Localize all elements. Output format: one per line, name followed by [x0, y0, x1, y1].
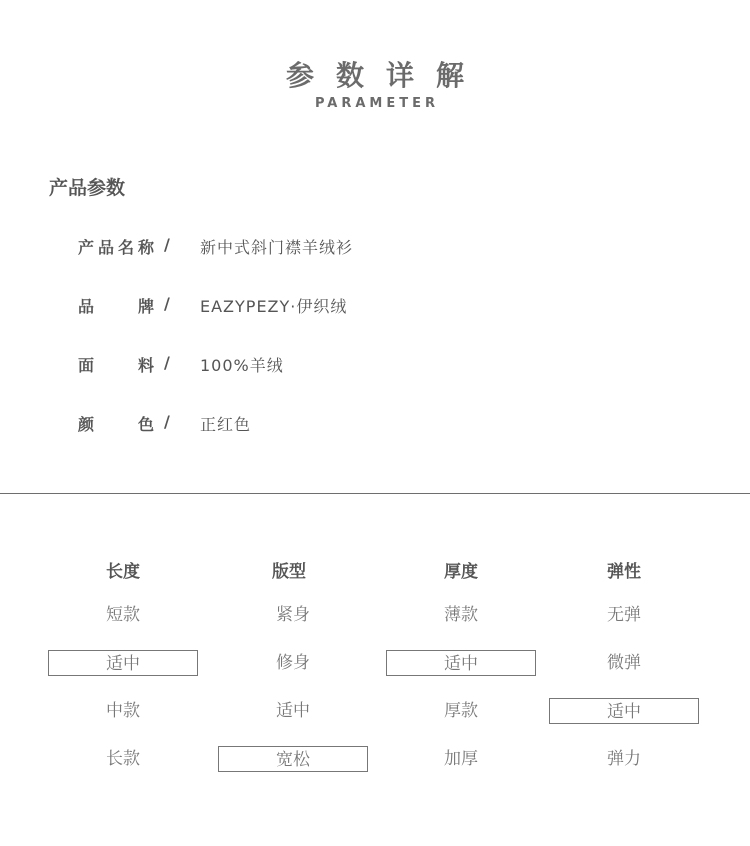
attr-option: 厚款	[444, 701, 478, 721]
attr-header-elasticity: 弹性	[607, 562, 641, 582]
attr-header-thickness: 厚度	[444, 562, 478, 582]
attr-option: 无弹	[607, 605, 641, 625]
param-separator: /	[164, 235, 170, 254]
attr-option-selected: 适中	[549, 698, 699, 724]
page-title: 参数详解	[285, 59, 486, 92]
param-label: 产品名称	[78, 238, 154, 257]
attr-option-selected: 宽松	[218, 746, 368, 772]
attr-option: 薄款	[444, 605, 478, 625]
attr-header-fit: 版型	[272, 562, 306, 582]
attr-option: 微弹	[607, 653, 641, 673]
attr-option-selected: 适中	[386, 650, 536, 676]
param-value: 正红色	[200, 415, 252, 434]
page-subtitle: PARAMETER	[314, 96, 440, 111]
param-label: 面料	[78, 356, 154, 375]
attr-header-length: 长度	[106, 562, 140, 582]
attr-option-selected: 适中	[48, 650, 198, 676]
section-divider	[0, 493, 750, 494]
param-value: 新中式斜门襟羊绒衫	[200, 238, 354, 257]
attr-option: 紧身	[276, 605, 310, 625]
attr-option: 短款	[106, 605, 140, 625]
param-separator: /	[164, 353, 170, 372]
attr-option: 长款	[106, 749, 140, 769]
attr-option: 修身	[276, 653, 310, 673]
attr-option: 弹力	[607, 749, 641, 769]
param-label: 品牌	[78, 297, 154, 316]
param-value: 100%羊绒	[200, 356, 284, 375]
attr-option: 加厚	[444, 749, 478, 769]
attr-option: 中款	[106, 701, 140, 721]
attr-option: 适中	[276, 701, 310, 721]
section-heading: 产品参数	[49, 177, 126, 199]
param-separator: /	[164, 294, 170, 313]
param-label: 颜色	[78, 415, 154, 434]
param-separator: /	[164, 412, 170, 431]
param-value: EAZYPEZY·伊织绒	[200, 297, 348, 316]
